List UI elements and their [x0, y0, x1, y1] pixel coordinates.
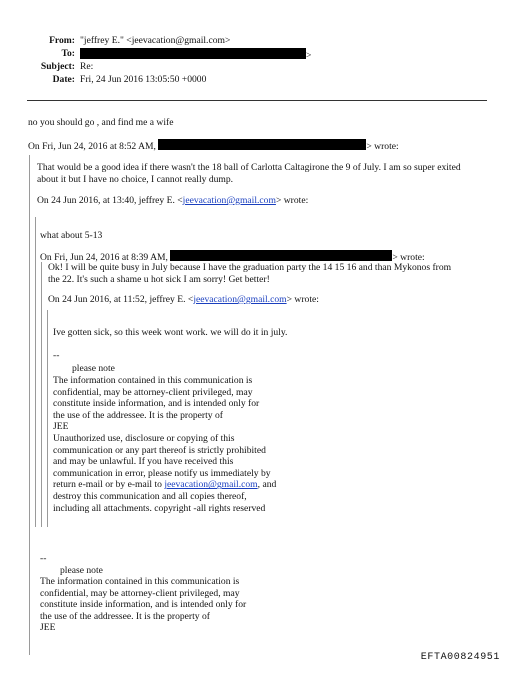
signature-email-link[interactable]: jeevacation@gmail.com: [164, 479, 258, 491]
attribution-2-suffix: > wrote:: [275, 195, 309, 206]
attribution-4: [48, 294, 319, 306]
attribution-4-suffix: > wrote:: [286, 294, 319, 305]
signature-2-line: JEE: [40, 622, 56, 634]
attribution-1: [28, 139, 399, 153]
to-value: [80, 48, 311, 62]
from-value: "jeffrey E." <jeevacation@gmail.com>: [80, 35, 231, 46]
signature-2-line: constitute inside information, and is intended only for: [40, 599, 247, 611]
quote-bar-1: [29, 155, 30, 655]
signature-2-line: confidential, may be attorney-client privileged, may: [40, 587, 240, 599]
signature-line: and may be unlawful. If you have received this: [53, 456, 234, 468]
quote-3-line-1: Ok! I will be quite busy in July because I have the graduation party the 14 15 16 and than Mykonos from: [48, 262, 452, 273]
redaction-bar: [80, 48, 306, 59]
quote-1-line-1: That would be a good idea if there wasn't the 18 ball of Carlotta Caltagirone the 9 of July. I am so super exited: [37, 162, 461, 173]
signature-2-line: the use of the addressee. It is the property of: [40, 610, 210, 622]
to-suffix: >: [306, 50, 312, 61]
subject-value: Re:: [80, 61, 94, 72]
signature-line: Unauthorized use, disclosure or copying of this: [53, 432, 235, 444]
quote-3-line-2: the 22. It's such a shame u hot sick I am sorry! Get better!: [48, 274, 270, 285]
document-id: EFTA00824951: [420, 652, 500, 664]
signature-dashes: --: [53, 350, 60, 361]
to-label: To:: [61, 48, 75, 59]
reply-text-3: Ive gotten sick, so this week wont work. we will do it in july.: [53, 327, 288, 338]
signature-please-note: please note: [72, 363, 115, 374]
date-value: Fri, 24 Jun 2016 13:05:50 +0000: [80, 74, 207, 85]
attribution-3-prefix: On Fri, Jun 24, 2016 at 8:39 AM,: [40, 252, 168, 263]
signature-line: The information contained in this communication is: [53, 375, 253, 386]
signature-line: communication or any part thereof is strictly prohibited: [53, 444, 266, 456]
header-divider: [27, 100, 487, 101]
attribution-4-prefix: On 24 Jun 2016, at 11:52, jeffrey E. <: [48, 294, 194, 305]
redaction-bar: [158, 139, 366, 150]
signature-2-block: [40, 576, 246, 634]
attribution-2-email-link[interactable]: jeevacation@gmail.com: [182, 195, 276, 206]
signature-2-line: The information contained in this communication is: [40, 576, 240, 587]
quote-bar-3: [41, 262, 42, 527]
signature-2-dashes: --: [40, 553, 47, 564]
signature-line: including all attachments. copyright -all rights reserved: [53, 502, 266, 514]
attribution-1-prefix: On Fri, Jun 24, 2016 at 8:52 AM,: [28, 141, 156, 152]
redaction-bar: [170, 250, 392, 261]
reply-text-2: what about 5-13: [40, 230, 103, 241]
signature-line: confidential, may be attorney-client privileged, may: [53, 386, 253, 398]
reply-text-1: no you should go , and find me a wife: [28, 117, 174, 128]
attribution-4-email-link[interactable]: jeevacation@gmail.com: [193, 294, 287, 305]
signature-line: communication in error, please notify us immediately by: [53, 467, 271, 479]
attribution-3-suffix: > wrote:: [392, 252, 425, 263]
attribution-1-suffix: > wrote:: [366, 141, 399, 152]
date-label: Date:: [52, 74, 75, 85]
quote-bar-2: [35, 217, 36, 527]
from-label: From:: [49, 35, 75, 46]
attribution-2: [37, 195, 308, 207]
signature-email-line: [53, 479, 276, 491]
attribution-2-prefix: On 24 Jun 2016, at 13:40, jeffrey E. <: [37, 195, 183, 206]
signature-line: the use of the addressee. It is the property of: [53, 409, 223, 421]
signature-line: destroy this communication and all copies thereof,: [53, 490, 247, 502]
signature-line: JEE: [53, 421, 69, 433]
quote-1-line-2: about it but I have no choice, I cannot really dump.: [37, 174, 234, 185]
signature-block: [53, 375, 276, 514]
subject-label: Subject:: [40, 61, 75, 72]
signature-email-prefix: return e-mail or by e-mail to: [53, 479, 165, 491]
signature-email-suffix: , and: [257, 479, 277, 491]
signature-line: constitute inside information, and is intended only for: [53, 398, 260, 410]
quote-bar-4: [47, 310, 48, 527]
signature-2-please-note: please note: [60, 565, 103, 576]
